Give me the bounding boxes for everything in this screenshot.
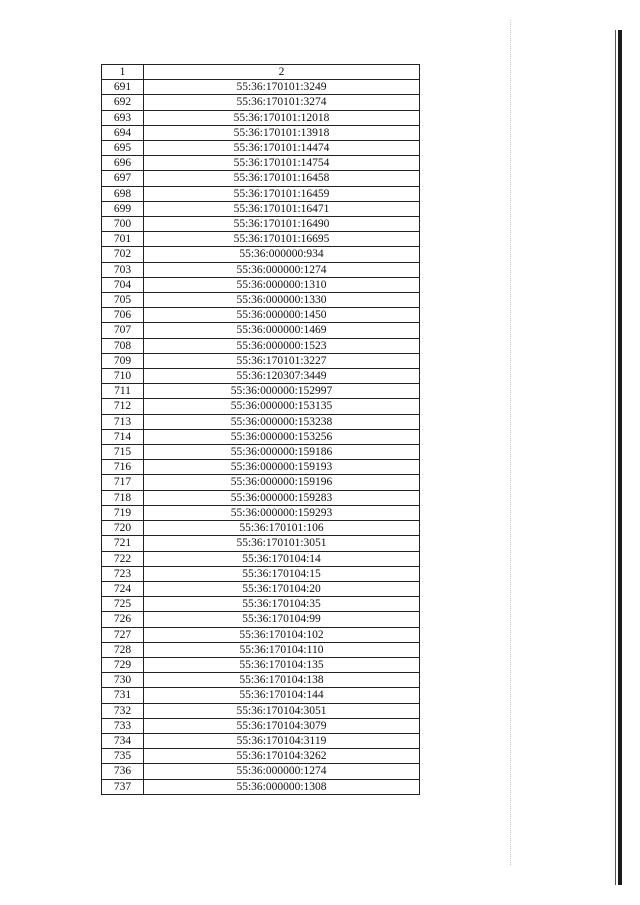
row-number-cell: 730 [102, 673, 144, 688]
cadastral-number-cell: 55:36:170101:16458 [144, 171, 420, 186]
table-row [102, 323, 420, 338]
table-row [102, 110, 420, 125]
row-number-cell: 695 [102, 141, 144, 156]
cadastral-number-cell: 55:36:170104:110 [144, 642, 420, 657]
row-number-cell: 725 [102, 597, 144, 612]
table-body [102, 80, 420, 795]
table-row [102, 749, 420, 764]
cadastral-number-cell: 55:36:000000:1274 [144, 262, 420, 277]
table-row [102, 80, 420, 95]
row-number-cell: 731 [102, 688, 144, 703]
table-row [102, 551, 420, 566]
table-row [102, 642, 420, 657]
cadastral-number-cell: 55:36:170101:3051 [144, 536, 420, 551]
row-number-cell: 694 [102, 125, 144, 140]
cadastral-number-cell: 55:36:170104:3119 [144, 733, 420, 748]
row-number-cell: 729 [102, 657, 144, 672]
table-row [102, 445, 420, 460]
row-number-cell: 697 [102, 171, 144, 186]
row-number-cell: 698 [102, 186, 144, 201]
row-number-cell: 723 [102, 566, 144, 581]
row-number-cell: 707 [102, 323, 144, 338]
cadastral-number-cell: 55:36:170101:14474 [144, 141, 420, 156]
table-row [102, 718, 420, 733]
row-number-cell: 736 [102, 764, 144, 779]
cadastral-number-cell: 55:36:170104:138 [144, 673, 420, 688]
table-row [102, 536, 420, 551]
row-number-cell: 721 [102, 536, 144, 551]
cadastral-number-cell: 55:36:170104:20 [144, 581, 420, 596]
row-number-cell: 691 [102, 80, 144, 95]
row-number-cell: 706 [102, 308, 144, 323]
row-number-cell: 735 [102, 749, 144, 764]
table-row [102, 308, 420, 323]
row-number-cell: 696 [102, 156, 144, 171]
cadastral-number-cell: 55:36:000000:934 [144, 247, 420, 262]
table-row [102, 293, 420, 308]
table-row [102, 232, 420, 247]
cadastral-number-cell: 55:36:170104:3079 [144, 718, 420, 733]
cadastral-number-cell: 55:36:000000:1330 [144, 293, 420, 308]
row-number-cell: 708 [102, 338, 144, 353]
row-number-cell: 700 [102, 217, 144, 232]
table-header-row [102, 65, 420, 80]
table-row [102, 247, 420, 262]
cadastral-number-cell: 55:36:170104:3051 [144, 703, 420, 718]
cadastral-number-cell: 55:36:120307:3449 [144, 369, 420, 384]
row-number-cell: 722 [102, 551, 144, 566]
scan-margin-dots [510, 20, 511, 865]
table-row [102, 627, 420, 642]
row-number-cell: 728 [102, 642, 144, 657]
cadastral-number-cell: 55:36:170101:106 [144, 521, 420, 536]
row-number-cell: 726 [102, 612, 144, 627]
cadastral-number-cell: 55:36:170101:3274 [144, 95, 420, 110]
table-row [102, 125, 420, 140]
table-row [102, 399, 420, 414]
table-row [102, 414, 420, 429]
row-number-cell: 716 [102, 460, 144, 475]
cadastral-number-cell: 55:36:170104:35 [144, 597, 420, 612]
table-row [102, 201, 420, 216]
cadastral-number-cell: 55:36:170104:15 [144, 566, 420, 581]
table-row [102, 505, 420, 520]
cadastral-number-cell: 55:36:170101:14754 [144, 156, 420, 171]
scan-edge-line [615, 30, 616, 885]
row-number-cell: 703 [102, 262, 144, 277]
table-row [102, 597, 420, 612]
row-number-cell: 737 [102, 779, 144, 794]
cadastral-number-cell: 55:36:170101:12018 [144, 110, 420, 125]
cadastral-number-cell: 55:36:170101:16459 [144, 186, 420, 201]
table-row [102, 156, 420, 171]
row-number-cell: 705 [102, 293, 144, 308]
cadastral-number-cell: 55:36:000000:1310 [144, 277, 420, 292]
row-number-cell: 720 [102, 521, 144, 536]
cadastral-number-cell: 55:36:000000:1523 [144, 338, 420, 353]
cadastral-number-cell: 55:36:000000:159283 [144, 490, 420, 505]
table-row [102, 338, 420, 353]
row-number-cell: 732 [102, 703, 144, 718]
row-number-cell: 727 [102, 627, 144, 642]
cadastral-number-cell: 55:36:170104:99 [144, 612, 420, 627]
table-row [102, 764, 420, 779]
cadastral-number-cell: 55:36:000000:1450 [144, 308, 420, 323]
cadastral-number-cell: 55:36:170101:16471 [144, 201, 420, 216]
cadastral-number-cell: 55:36:000000:159293 [144, 505, 420, 520]
cadastral-number-cell: 55:36:170104:14 [144, 551, 420, 566]
row-number-cell: 701 [102, 232, 144, 247]
cadastral-numbers-table [101, 64, 420, 795]
table-row [102, 141, 420, 156]
table-row [102, 673, 420, 688]
table-row [102, 186, 420, 201]
cadastral-number-cell: 55:36:170101:3249 [144, 80, 420, 95]
column-header-number: 1 [102, 65, 144, 80]
row-number-cell: 715 [102, 445, 144, 460]
cadastral-number-cell: 55:36:000000:159186 [144, 445, 420, 460]
table-row [102, 703, 420, 718]
row-number-cell: 717 [102, 475, 144, 490]
cadastral-number-cell: 55:36:000000:153135 [144, 399, 420, 414]
row-number-cell: 719 [102, 505, 144, 520]
row-number-cell: 713 [102, 414, 144, 429]
row-number-cell: 712 [102, 399, 144, 414]
cadastral-number-cell: 55:36:170104:135 [144, 657, 420, 672]
table-row [102, 657, 420, 672]
row-number-cell: 709 [102, 353, 144, 368]
row-number-cell: 704 [102, 277, 144, 292]
cadastral-number-cell: 55:36:000000:159193 [144, 460, 420, 475]
cadastral-number-cell: 55:36:170104:3262 [144, 749, 420, 764]
cadastral-number-cell: 55:36:170104:102 [144, 627, 420, 642]
table-row [102, 95, 420, 110]
cadastral-number-cell: 55:36:000000:1469 [144, 323, 420, 338]
row-number-cell: 734 [102, 733, 144, 748]
table-row [102, 566, 420, 581]
table-row [102, 688, 420, 703]
cadastral-number-cell: 55:36:000000:153238 [144, 414, 420, 429]
table-row [102, 262, 420, 277]
table-row [102, 277, 420, 292]
cadastral-number-cell: 55:36:170101:16490 [144, 217, 420, 232]
cadastral-number-cell: 55:36:000000:1274 [144, 764, 420, 779]
table-row [102, 612, 420, 627]
cadastral-number-cell: 55:36:170101:3227 [144, 353, 420, 368]
table-row [102, 460, 420, 475]
row-number-cell: 718 [102, 490, 144, 505]
table-row [102, 733, 420, 748]
cadastral-number-cell: 55:36:000000:159196 [144, 475, 420, 490]
table-row [102, 429, 420, 444]
cadastral-number-cell: 55:36:170101:13918 [144, 125, 420, 140]
row-number-cell: 724 [102, 581, 144, 596]
scan-edge-bar [618, 30, 622, 885]
table-row [102, 369, 420, 384]
column-header-cadastral: 2 [144, 65, 420, 80]
table-row [102, 521, 420, 536]
table-row [102, 490, 420, 505]
table-row [102, 384, 420, 399]
row-number-cell: 699 [102, 201, 144, 216]
row-number-cell: 714 [102, 429, 144, 444]
table-row [102, 475, 420, 490]
row-number-cell: 702 [102, 247, 144, 262]
row-number-cell: 733 [102, 718, 144, 733]
row-number-cell: 692 [102, 95, 144, 110]
row-number-cell: 693 [102, 110, 144, 125]
cadastral-number-cell: 55:36:000000:1308 [144, 779, 420, 794]
cadastral-number-cell: 55:36:000000:153256 [144, 429, 420, 444]
table-row [102, 581, 420, 596]
table-row [102, 217, 420, 232]
row-number-cell: 710 [102, 369, 144, 384]
cadastral-number-cell: 55:36:000000:152997 [144, 384, 420, 399]
table-row [102, 353, 420, 368]
table-row [102, 779, 420, 794]
table-row [102, 171, 420, 186]
cadastral-number-cell: 55:36:170104:144 [144, 688, 420, 703]
row-number-cell: 711 [102, 384, 144, 399]
cadastral-number-cell: 55:36:170101:16695 [144, 232, 420, 247]
